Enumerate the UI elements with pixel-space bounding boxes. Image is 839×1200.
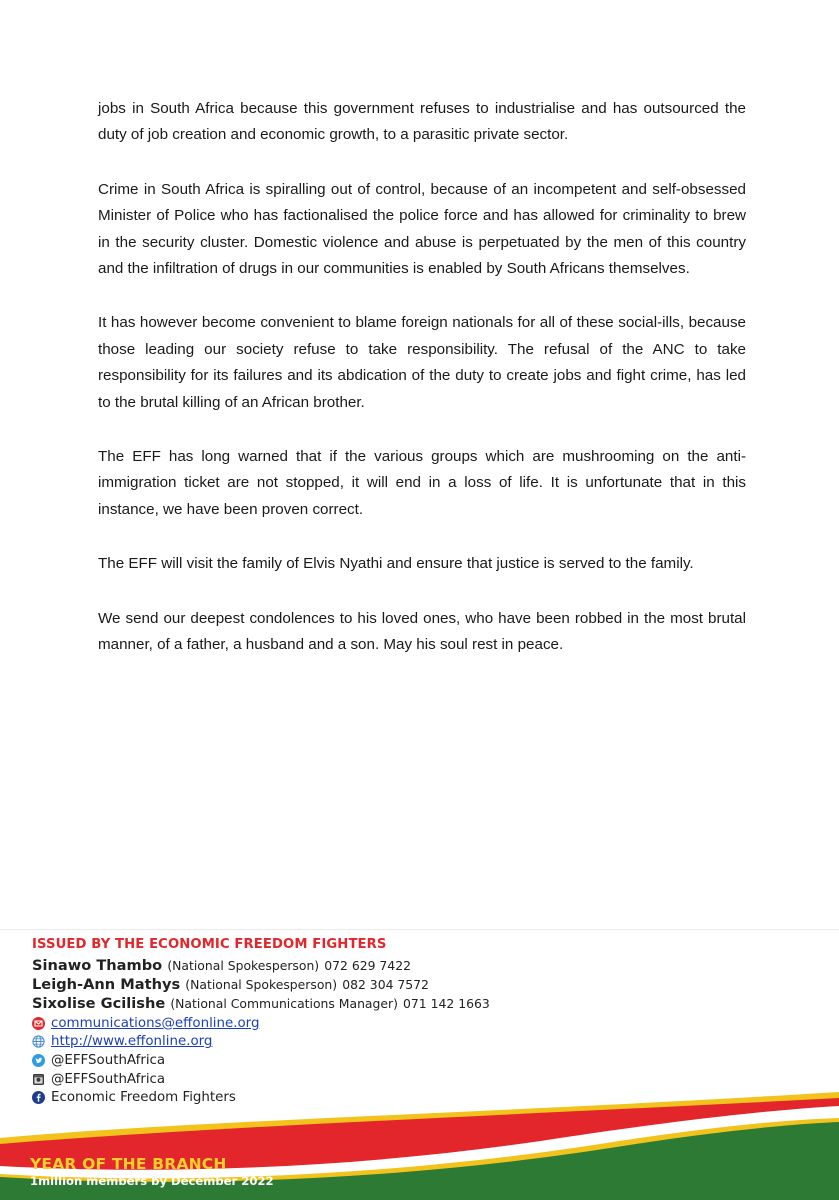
slogan-subtitle: 1million members by December 2022 <box>30 1174 274 1188</box>
contact-role: (National Communications Manager) <box>170 996 398 1011</box>
paragraph-crime: Crime in South Africa is spiralling out of control, because of an incompetent and self-obsessed Minister of Police who has factionalised the police force and has allowed for criminality to brew in the security cluster. Domestic violence and abuse is perpetuated by the men of this country and the infiltration of drugs in our communities is enabled by South Africans themselves. <box>98 180 746 278</box>
contact-phone: 082 304 7572 <box>342 977 429 992</box>
email-row <box>32 1014 259 1033</box>
footer-divider <box>0 929 839 930</box>
paragraph-warning: The EFF has long warned that if the various groups which are mushrooming on the anti-immigration ticket are not stopped, it will end in a loss of life. It is unfortunate that in this instance, we have been proven correct. <box>98 448 746 518</box>
contact-name: Sixolise Gcilishe <box>32 995 166 1012</box>
contact-list <box>32 955 490 1012</box>
contact-role: (National Spokesperson) <box>167 958 320 973</box>
paragraph-jobs: jobs in South Africa because this government refuses to industrialise and has outsourced the duty of job creation and economic growth, to a parasitic private sector. <box>98 100 746 144</box>
issued-by-heading: ISSUED BY THE ECONOMIC FREEDOM FIGHTERS <box>32 937 387 952</box>
email-icon <box>32 1017 45 1030</box>
press-statement-body <box>98 96 746 687</box>
email-link[interactable]: communications@effonline.org <box>51 1015 260 1031</box>
slogan-heading: YEAR OF THE BRANCH <box>30 1155 227 1173</box>
contact-name: Sinawo Thambo <box>32 957 163 974</box>
paragraph-condolences: We send our deepest condolences to his loved ones, who have been robbed in the most brutal manner, of a father, a husband and a son. May his soul rest in peace. <box>98 609 746 654</box>
contact-phone: 071 142 1663 <box>403 996 490 1011</box>
instagram-handle[interactable]: @EFFSouthAfrica <box>51 1071 166 1087</box>
twitter-icon <box>32 1054 45 1067</box>
facebook-page[interactable]: Economic Freedom Fighters <box>51 1090 236 1106</box>
website-link[interactable]: http://www.effonline.org <box>51 1034 213 1050</box>
paragraph-visit: The EFF will visit the family of Elvis Nyathi and ensure that justice is served to the family. <box>98 555 694 573</box>
contact-phone: 072 629 7422 <box>324 958 411 973</box>
contact-line <box>32 974 490 993</box>
contact-role: (National Spokesperson) <box>185 977 338 992</box>
twitter-handle[interactable]: @EFFSouthAfrica <box>51 1052 166 1068</box>
contact-line <box>32 955 490 974</box>
website-row <box>32 1033 259 1052</box>
contact-line <box>32 993 490 1012</box>
contact-name: Leigh-Ann Mathys <box>32 976 181 993</box>
paragraph-blame: It has however become convenient to blame foreign nationals for all of these social-ills, because those leading our society refuse to take responsibility. The refusal of the ANC to take responsibility for its failures and its abdication of the duty to create jobs and fight crime, has led to the brutal killing of an African brother. <box>98 314 746 411</box>
globe-icon <box>32 1035 45 1048</box>
twitter-row <box>32 1051 259 1070</box>
